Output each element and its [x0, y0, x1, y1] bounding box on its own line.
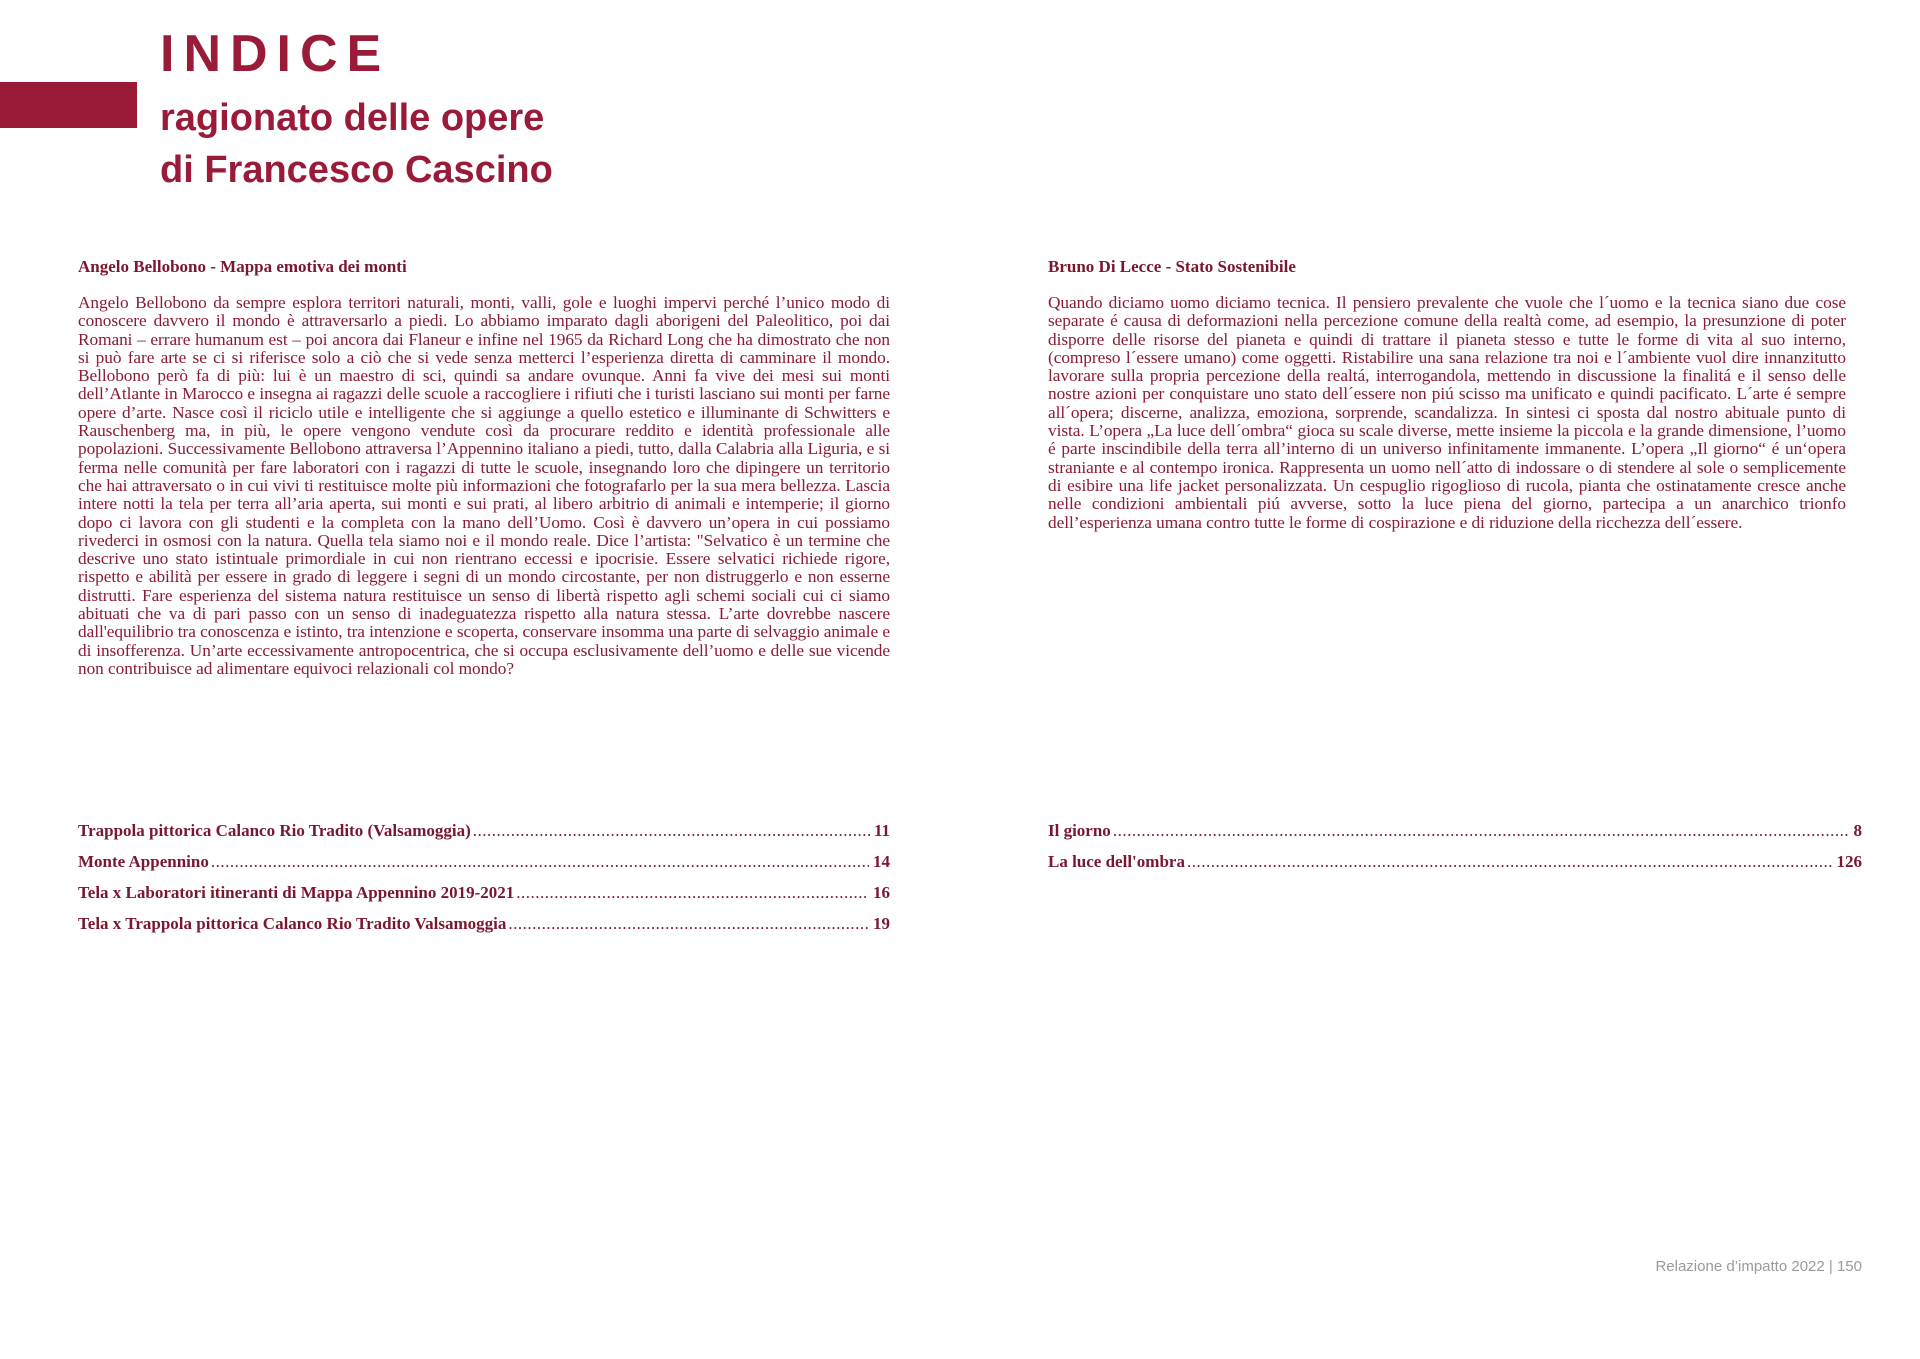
toc-entry-title: Monte Appennino	[78, 852, 209, 871]
toc-entry[interactable]	[1048, 820, 1862, 851]
article-heading: Angelo Bellobono - Mappa emotiva dei monti	[78, 257, 407, 276]
article-heading: Bruno Di Lecce - Stato Sostenibile	[1048, 257, 1296, 276]
toc-entry-title: Tela x Trappola pittorica Calanco Rio Tradito Valsamoggia	[78, 914, 507, 933]
article-body: Angelo Bellobono da sempre esplora territori naturali, monti, valli, gole e luoghi impervi perché l’unico modo di conoscere davvero il mondo è attraversarlo a piedi. Lo abbiamo imparato dagli aborigeni del Paleolitico, poi dai Romani – errare humanum est – poi ancora dai Flaneur e infine nel 1965 da Richard Long che ha dimostrato che non si può fare arte se ci si riferisce solo a ciò che si vede senza metterci l’esperienza diretta di camminare il mondo. Bellobono però fa di più: lui è un maestro di sci, quindi sa andare ovunque. Anni fa vive dei mesi sui monti dell’Atlante in Marocco e insegna ai ragazzi delle scuole a raccogliere i rifiuti che i turisti lasciano sui monti per farne opere d’arte. Nasce così il riciclo utile e intelligente che si aggiunge a quello estetico e illuminante di Schwitters e Rauschenberg ma, in più, le opere vengono vendute così da procurare reddito e identità professionale alle popolazioni. Successivamente Bellobono attraversa l’Appennino italiano a piedi, tutto, dalla Calabria alla Liguria, e si ferma nelle comunità per fare laboratori con i ragazzi di tutte le scuole, insegnando loro che dipingere un territorio che hai attraversato o in cui vivi ti restituisce molte più informazioni che fotografarlo per la sua mera bellezza. Lascia intere notti la tela per terra all’aria aperta, sui monti e sui prati, al libero arbitrio di animali e intemperie; il giorno dopo ci lavora con gli studenti e la completa con la mano dell’Uomo. Così è davvero un’opera in cui possiamo rivederci in osmosi con la natura. Quella tela siamo noi e il mondo reale. Dice l’artista: "Selvatico è un termine che descrive uno stato istintuale primordiale in cui non rientrano eccessi e ipocrisie. Essere selvatici richiede rigore, rispetto e abilità per essere in grado di leggere i segni di un mondo circostante, per non distruggerlo e non esserne distrutti. Fare esperienza del sistema natura restituisce un senso di libertà rispetto agli schemi sociali cui ci siamo abituati che va di pari passo con un senso di inadeguatezza rispetto alla natura stessa. L’arte dovrebbe nascere dall'equilibrio tra conoscenza e istinto, tra intenzione e scoperta, conservare insomma una parte di selvaggio animale e di insofferenza. Un’arte eccessivamente antropocentrica, che si occupa esclusivamente dell’uomo e delle sue vicende non contribuisce ad alimentare equivoci relazionali col mondo?	[78, 293, 890, 678]
toc-entry-page: 126	[1836, 852, 1862, 871]
page-title: INDICE	[160, 25, 391, 83]
toc-entry-title: La luce dell'ombra	[1048, 852, 1185, 871]
toc-entry-title: Il giorno	[1048, 821, 1111, 840]
page-footer: Relazione d’impatto 2022 | 150	[1655, 1258, 1862, 1275]
toc-entry-page: 14	[873, 852, 890, 871]
toc-entry[interactable]	[78, 882, 890, 913]
toc-entry[interactable]	[78, 913, 890, 944]
toc-entry-page: 16	[873, 883, 890, 902]
toc-list-right	[1048, 820, 1862, 882]
page-subtitle	[160, 92, 553, 196]
accent-bar	[0, 82, 137, 128]
toc-entry[interactable]	[78, 851, 890, 882]
toc-leader-dots	[508, 913, 869, 935]
subtitle-line-2: di Francesco Cascino	[160, 149, 553, 191]
toc-entry[interactable]	[1048, 851, 1862, 882]
toc-entry-page: 19	[873, 914, 890, 933]
toc-leader-dots	[211, 851, 869, 873]
article-di-lecce	[1048, 256, 1846, 532]
toc-leader-dots	[1187, 851, 1833, 873]
toc-entry-title: Trappola pittorica Calanco Rio Tradito (Valsamoggia)	[78, 821, 471, 840]
toc-leader-dots	[473, 820, 870, 842]
toc-entry-page: 8	[1853, 821, 1862, 840]
toc-entry[interactable]	[78, 820, 890, 851]
toc-entry-page: 11	[873, 821, 890, 840]
article-body: Quando diciamo uomo diciamo tecnica. Il pensiero prevalente che vuole che l´uomo e la tecnica siano due cose separate é causa di deformazioni nella percezione comune della realtà come, ad esempio, la presunzione di poter disporre delle risorse del pianeta e quindi di trattare il pianeta stesso e tutte le forme di vita al suo interno, (compreso l´essere umano) come oggetti. Ristabilire una sana relazione tra noi e l´ambiente vuol dire innanzitutto lavorare sulla propria percezione della realtá, interrogandola, mettendo in discussione la finalitá e il senso delle nostre azioni per conquistare uno stato dell´essere non piú scisso ma unificato e quindi pacificato. L´arte é sempre all´opera; discerne, analizza, emoziona, sorprende, scandalizza. In sintesi ci sposta dal nostro abituale punto di vista. L’opera „La luce dell´ombra“ gioca su scale diverse, mette insieme la piccola e la grande dimensione, l’uomo é parte inscindibile della terra all’interno di un universo infinitamente immanente. L’opera „Il giorno“ é un‘opera straniante e al contempo ironica. Rappresenta un uomo nell´atto di indossare o di stendere al sole o semplicemente di esibire una life jacket personalizzata. Un cespuglio rigoglioso di rucola, pianta che ostinatamente cresce anche nelle condizioni ambientali piú avverse, sotto la luce piena del giorno, partecipa a un anarchico trionfo dell’esperienza umana contro tutte le forme di cospirazione e di riduzione della ricchezza dell´essere.	[1048, 293, 1846, 532]
subtitle-line-1: ragionato delle opere	[160, 97, 545, 139]
toc-leader-dots	[1113, 820, 1850, 842]
toc-entry-title: Tela x Laboratori itineranti di Mappa Appennino 2019-2021	[78, 883, 515, 902]
toc-list-left	[78, 820, 890, 944]
toc-leader-dots	[516, 882, 869, 904]
article-bellobono	[78, 256, 890, 678]
